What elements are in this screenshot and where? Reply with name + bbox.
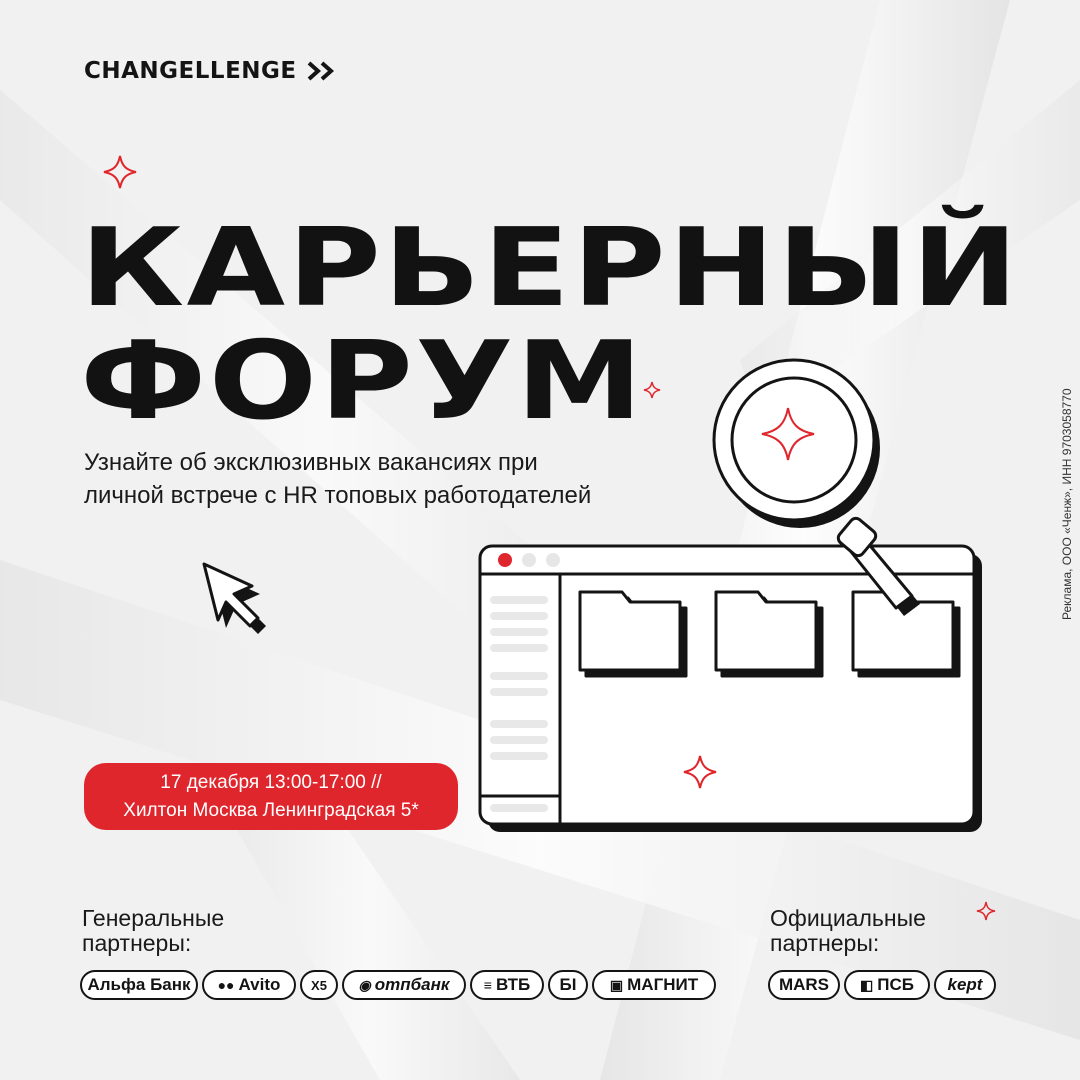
otp-ring-icon: ◉ bbox=[358, 976, 371, 993]
partner-logo-vtb bbox=[470, 970, 544, 1000]
magnit-icon: ▣ bbox=[609, 976, 624, 993]
general-partners-label bbox=[82, 906, 224, 956]
official-partners-logos bbox=[768, 970, 996, 1000]
partner-logo-text: ВТБ bbox=[495, 975, 531, 994]
partner-logo-text: отпбанк bbox=[374, 975, 450, 994]
partner-logo-x5 bbox=[300, 970, 338, 1000]
title-line-2: ФОРУМ bbox=[80, 319, 645, 444]
partner-logo-text: kept bbox=[947, 975, 983, 994]
partner-logo-text: X5 bbox=[311, 977, 327, 993]
subtitle-line-2: личной встрече с HR топовых работодателей bbox=[84, 482, 592, 509]
vtb-stripes-icon: ≡ bbox=[483, 977, 492, 993]
sparkle-icon bbox=[644, 382, 660, 398]
cursor-icon bbox=[204, 564, 266, 634]
general-partners-label-line-2: партнеры: bbox=[82, 930, 192, 956]
partner-logo-text: Альфа Банк bbox=[87, 975, 191, 994]
title-line-1: КАРЬЕРНЫЙ bbox=[80, 206, 1021, 331]
dots-icon: ●● bbox=[217, 977, 235, 993]
sparkle-icon bbox=[104, 156, 136, 188]
partner-logo-text: MARS bbox=[778, 975, 830, 994]
event-date-time: 17 декабря 13:00-17:00 // bbox=[160, 771, 382, 793]
sparkle-icon bbox=[977, 902, 995, 920]
partner-logo-otpbank bbox=[342, 970, 466, 1000]
legal-disclaimer: Реклама, ООО «Ченж», ИНН 9703058770 bbox=[1060, 388, 1074, 620]
subtitle-line-1: Узнайте об эксклюзивных вакансиях при bbox=[84, 449, 538, 476]
partner-logo-alfabank bbox=[80, 970, 198, 1000]
official-partners-label bbox=[770, 906, 926, 956]
partner-logo-mars bbox=[768, 970, 840, 1000]
general-partners-label-line-1: Генеральные bbox=[82, 905, 225, 931]
partner-logo-text: БІ bbox=[559, 975, 577, 994]
partner-logo-magnit bbox=[592, 970, 716, 1000]
event-location: Хилтон Москва Ленинградская 5* bbox=[123, 799, 419, 821]
partner-logo-text: Avito bbox=[238, 975, 281, 994]
partner-logo-avito bbox=[202, 970, 296, 1000]
event-badge bbox=[84, 763, 458, 830]
partner-logo-kept bbox=[934, 970, 996, 1000]
official-partners-label-line-2: партнеры: bbox=[770, 930, 880, 956]
partner-logo-text: МАГНИТ bbox=[627, 975, 699, 994]
official-partners-label-line-1: Официальные bbox=[770, 905, 926, 931]
brand-name: CHANGELLENGE bbox=[84, 58, 297, 84]
partner-logo-bi bbox=[548, 970, 588, 1000]
general-partners-logos bbox=[80, 970, 716, 1000]
partner-logo-psb bbox=[844, 970, 930, 1000]
psb-mark-icon: ◧ bbox=[860, 976, 874, 993]
partner-logo-text: ПСБ bbox=[877, 975, 914, 994]
